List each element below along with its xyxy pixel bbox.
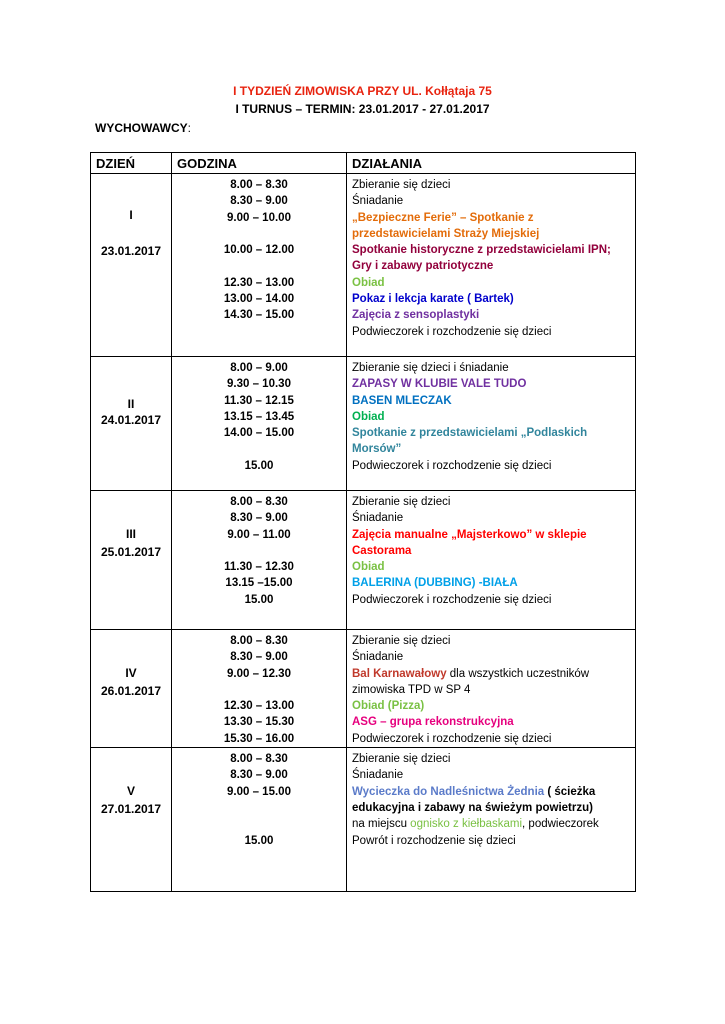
activity-text: Castorama	[352, 544, 412, 557]
activity-text: zimowiska TPD w SP 4	[352, 683, 471, 696]
time-slot	[172, 816, 346, 832]
caregivers-label-text: WYCHOWAWCY	[95, 121, 188, 135]
time-slot: 8.00 – 8.30	[230, 496, 288, 508]
activity-line	[347, 258, 635, 274]
activity-line	[347, 833, 635, 849]
activity-text: Zbieranie się dzieci	[352, 753, 451, 766]
activity-text: ZAPASY W KLUBIE VALE TUDO	[352, 378, 527, 391]
activity-text: Bal Karnawałowy	[352, 667, 447, 680]
time-slot: 15.00	[244, 593, 274, 606]
activity-text: ASG – grupa rekonstrukcyjna	[352, 716, 514, 729]
time-slot	[172, 226, 346, 242]
day-date: 27.01.2017	[100, 802, 162, 817]
day-number: III	[125, 527, 136, 541]
time-cell	[172, 174, 347, 357]
activity-line	[347, 441, 635, 457]
activity-line	[347, 633, 635, 649]
time-slot: 15.00	[244, 834, 274, 847]
table-row	[91, 357, 636, 491]
activity-line	[347, 177, 635, 193]
day-number: I	[129, 208, 133, 222]
activity-text: Podwieczorek i rozchodzenie się dzieci	[352, 732, 552, 745]
activity-text: Spotkanie historyczne z przedstawicielami IPN;	[352, 244, 611, 257]
day-date: 24.01.2017	[100, 413, 162, 427]
activity-line	[347, 666, 635, 682]
day-cell	[91, 748, 172, 892]
header-time: GODZINA	[172, 153, 347, 174]
activity-text: Śniadanie	[352, 651, 404, 664]
header-day: DZIEŃ	[91, 153, 172, 174]
activity-line	[347, 682, 635, 698]
schedule-body	[91, 174, 636, 892]
header-activities: DZIAŁANIA	[347, 153, 636, 174]
activity-text: Śniadanie	[352, 769, 404, 782]
activity-text: Obiad	[352, 276, 385, 289]
activity-line	[347, 510, 635, 526]
time-slot: 11.30 – 12.30	[224, 561, 294, 574]
time-slot	[172, 441, 346, 457]
day-number: II	[127, 397, 135, 411]
activity-line	[347, 816, 635, 832]
activity-text: „Bezpieczne Ferie” – Spotkanie z	[352, 211, 534, 224]
activity-text: na miejscu	[352, 818, 411, 831]
activity-text: ( ścieżka	[544, 785, 596, 798]
activity-text: Śniadanie	[352, 512, 404, 525]
caregivers-colon: :	[187, 121, 192, 135]
activity-line	[347, 592, 635, 608]
activity-line	[347, 494, 635, 510]
activities-cell	[347, 174, 636, 357]
activity-line	[347, 291, 635, 307]
table-row	[91, 748, 636, 892]
time-slot: 9.00 – 10.00	[227, 211, 291, 224]
activity-text: , podwieczorek	[522, 818, 599, 831]
activities-cell	[347, 748, 636, 892]
time-slot	[172, 682, 346, 698]
table-row	[91, 491, 636, 630]
activity-line	[347, 767, 635, 783]
activity-text: Wycieczka do Nadleśnictwa Żednia	[352, 785, 545, 798]
schedule-table	[90, 152, 636, 892]
day-cell	[91, 630, 172, 748]
time-slot	[172, 543, 346, 559]
time-slot: 9.00 – 15.00	[227, 785, 291, 798]
time-slot: 8.00 – 8.30	[230, 753, 288, 766]
activity-line	[347, 376, 635, 392]
activity-line	[347, 324, 635, 340]
time-slot	[172, 258, 346, 274]
activity-text: dla wszystkich uczestników	[446, 667, 590, 680]
activity-line	[347, 698, 635, 714]
activities-cell	[347, 491, 636, 630]
table-row	[91, 630, 636, 748]
time-slot: 10.00 – 12.00	[223, 244, 295, 257]
time-slot: 15.30 – 16.00	[223, 732, 295, 745]
activity-line	[347, 425, 635, 441]
activity-text: Podwieczorek i rozchodzenie się dzieci	[352, 459, 552, 472]
time-slot: 11.30 – 12.15	[224, 394, 294, 407]
activity-text: Obiad (Pizza)	[352, 700, 425, 713]
activity-text: Zajęcia manualne „Majsterkowo” w sklepie	[352, 528, 587, 541]
activity-text: edukacyjna i zabawy na świeżym powietrzu)	[352, 801, 593, 814]
time-slot: 8.30 – 9.00	[230, 769, 288, 782]
time-slot: 13.00 – 14.00	[223, 293, 295, 306]
activity-line	[347, 784, 635, 800]
time-slot: 13.15 – 13.45	[223, 410, 295, 423]
activity-line	[347, 731, 635, 747]
day-cell	[91, 491, 172, 630]
activity-text: Morsów”	[352, 443, 402, 456]
time-slot	[172, 800, 346, 816]
time-slot: 8.00 – 8.30	[230, 179, 288, 191]
activity-text: Spotkanie z przedstawicielami „Podlaskich	[352, 427, 588, 440]
activity-text: Śniadanie	[352, 195, 404, 208]
time-cell	[172, 491, 347, 630]
time-slot: 13.15 –15.00	[225, 577, 293, 590]
activities-cell	[347, 357, 636, 491]
time-slot: 12.30 – 13.00	[223, 700, 295, 713]
activity-line	[347, 393, 635, 409]
activity-text: BALERINA (DUBBING) -BIAŁA	[352, 577, 518, 590]
time-cell	[172, 630, 347, 748]
time-slot: 14.30 – 15.00	[223, 309, 295, 322]
activity-line	[347, 800, 635, 816]
activity-line	[347, 409, 635, 425]
time-slot: 14.00 – 15.00	[223, 427, 295, 440]
activity-line	[347, 751, 635, 767]
time-slot: 9.00 – 11.00	[227, 528, 291, 541]
day-cell	[91, 174, 172, 357]
time-slot: 15.00	[244, 459, 274, 472]
activity-line	[347, 543, 635, 559]
time-slot: 8.00 – 8.30	[230, 635, 288, 647]
activity-text: BASEN MLECZAK	[352, 394, 452, 407]
document-title: I TYDZIEŃ ZIMOWISKA PRZY UL. Kołłątaja 75	[233, 84, 492, 98]
activity-text: Gry i zabawy patriotyczne	[352, 260, 494, 273]
day-date: 23.01.2017	[100, 244, 162, 258]
activity-text: ognisko z kiełbaskami	[410, 818, 523, 831]
activity-text: Obiad	[352, 410, 385, 423]
activity-line	[347, 527, 635, 543]
activity-line	[347, 307, 635, 323]
activity-line	[347, 226, 635, 242]
activity-line	[347, 559, 635, 575]
activity-line	[347, 193, 635, 209]
day-date: 25.01.2017	[100, 545, 162, 559]
activity-text: przedstawicielami Straży Miejskiej	[352, 227, 540, 240]
activity-line	[347, 210, 635, 226]
document-subtitle: I TURNUS – TERMIN: 23.01.2017 - 27.01.2017	[235, 102, 490, 116]
activity-line	[347, 360, 635, 376]
time-slot: 8.30 – 9.00	[230, 512, 288, 525]
activity-text: Pokaz i lekcja karate ( Bartek)	[352, 293, 514, 306]
caregivers-label	[95, 121, 191, 136]
time-slot: 12.30 – 13.00	[223, 276, 295, 289]
activity-line	[347, 714, 635, 730]
day-cell	[91, 357, 172, 491]
activity-line	[347, 242, 635, 258]
activity-line	[347, 649, 635, 665]
time-slot: 8.30 – 9.00	[230, 195, 288, 208]
activity-text: Zbieranie się dzieci i śniadanie	[352, 362, 509, 374]
day-number: IV	[125, 666, 137, 680]
table-row	[91, 174, 636, 357]
activity-text: Zbieranie się dzieci	[352, 635, 451, 647]
time-slot: 9.00 – 12.30	[227, 667, 291, 680]
activity-text: Zbieranie się dzieci	[352, 179, 451, 191]
activity-line	[347, 275, 635, 291]
activity-text: Zbieranie się dzieci	[352, 496, 451, 508]
activity-text: Powrót i rozchodzenie się dzieci	[352, 834, 516, 847]
time-cell	[172, 748, 347, 892]
table-header-row	[91, 153, 636, 174]
time-slot: 8.00 – 9.00	[230, 362, 288, 374]
activity-text: Obiad	[352, 561, 385, 574]
day-number: V	[126, 784, 135, 799]
activity-line	[347, 575, 635, 591]
time-slot: 8.30 – 9.00	[230, 651, 288, 664]
day-date: 26.01.2017	[100, 684, 162, 698]
activity-text: Zajęcia z sensoplastyki	[352, 309, 480, 322]
activity-text: Podwieczorek i rozchodzenie się dzieci	[352, 593, 552, 606]
activity-line	[347, 458, 635, 474]
time-cell	[172, 357, 347, 491]
time-slot: 13.30 – 15.30	[223, 716, 295, 729]
time-slot: 9.30 – 10.30	[227, 378, 291, 391]
activities-cell	[347, 630, 636, 748]
activity-text: Podwieczorek i rozchodzenie się dzieci	[352, 325, 552, 338]
